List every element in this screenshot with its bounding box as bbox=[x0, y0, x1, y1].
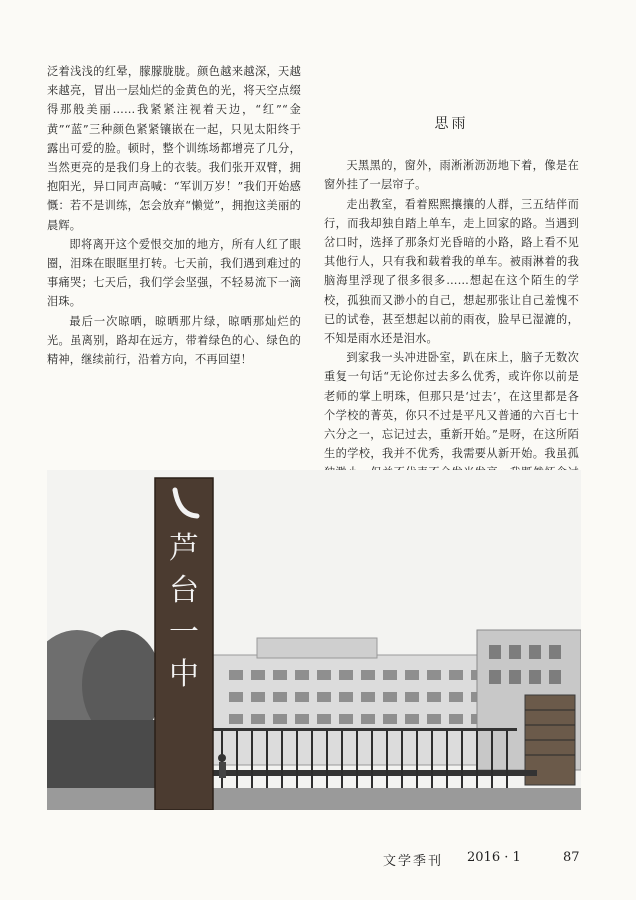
article-paragraph-2: 走出教室，看着熙熙攘攘的人群，三五结伴而行，而我却独自踏上单车，走上回家的路。当遇到岔口时，选择了那条灯光昏暗的小路，路上看不见其他行人，只有我和载着我的单车。被雨淋着的我脑海里浮现了很多很多……想起在这个陌生的学校，孤独而又渺小的自己，想起那张让自己羞愧不已的试卷，甚至想起以前的雨夜，脸早已湿漉的，不知是雨水还是泪水。 bbox=[324, 197, 579, 346]
article-paragraph-1: 天黑黑的，窗外，雨淅淅沥沥地下着，像是在窗外挂了一层帘子。 bbox=[324, 159, 579, 192]
left-paragraph-1: 泛着浅浅的红晕，朦朦胧胧。颜色越来越深，天越来越亮，冒出一层灿烂的金黄色的光，将天空点缀得那般美丽……我紧紧注视着天边，“红”“金黄”“蓝”三种颜色紧紧镶嵌在一起，只见太阳终于露出可爱的脸。顿时，整个训练场都增亮了几分，当然更亮的是我们身上的衣装。我们张开双臂，拥抱阳光，异口同声高喊：“军训万岁！”我们开始感慨：若不是训练，怎会放弃“懒觉”，拥抱这美丽的晨辉。 bbox=[47, 65, 301, 232]
sign-char-2: 台 bbox=[169, 573, 199, 608]
sign-char-4: 中 bbox=[169, 657, 199, 692]
page-footer bbox=[0, 850, 636, 870]
sign-char-1: 芦 bbox=[169, 531, 199, 566]
article-paragraph-3: 到家我一头冲进卧室，趴在床上，脑子无数次重复一句话“无论你过去多么优秀，或许你以前是老师的掌上明珠，但那只是‘过去’，在这里都是各个学校的菁英，你只不过是平凡又普通的六百七十六分之一，忘记过去，重新开始。”是呀，在这所陌生的学校，我并不优秀，我需要从新开始。我虽孤 bbox=[324, 351, 579, 461]
journal-name: 文学季刊 bbox=[383, 854, 444, 869]
left-column-text bbox=[47, 62, 301, 369]
school-gate-illustration bbox=[47, 470, 581, 810]
left-paragraph-2: 即将离开这个爱恨交加的地方，所有人红了眼圈，泪珠在眼眶里打转。七天前，我们遇到难过的事痛哭；七天后，我们学会坚强，不轻易流下一滴泪珠。 bbox=[47, 237, 301, 309]
article-title: 思雨 bbox=[434, 116, 469, 132]
issue-number: 2016 · 1 bbox=[467, 850, 521, 865]
left-paragraph-3: 最后一次晾晒，晾晒那片绿，晾晒那灿烂的光。虽离别，路却在远方，带着绿色的心、绿色的精神，继续前行，沿着方向，不再回望！ bbox=[47, 314, 301, 367]
school-gate-photo bbox=[47, 470, 581, 810]
sign-char-3: 一 bbox=[169, 615, 199, 650]
page-number: 87 bbox=[563, 850, 580, 865]
